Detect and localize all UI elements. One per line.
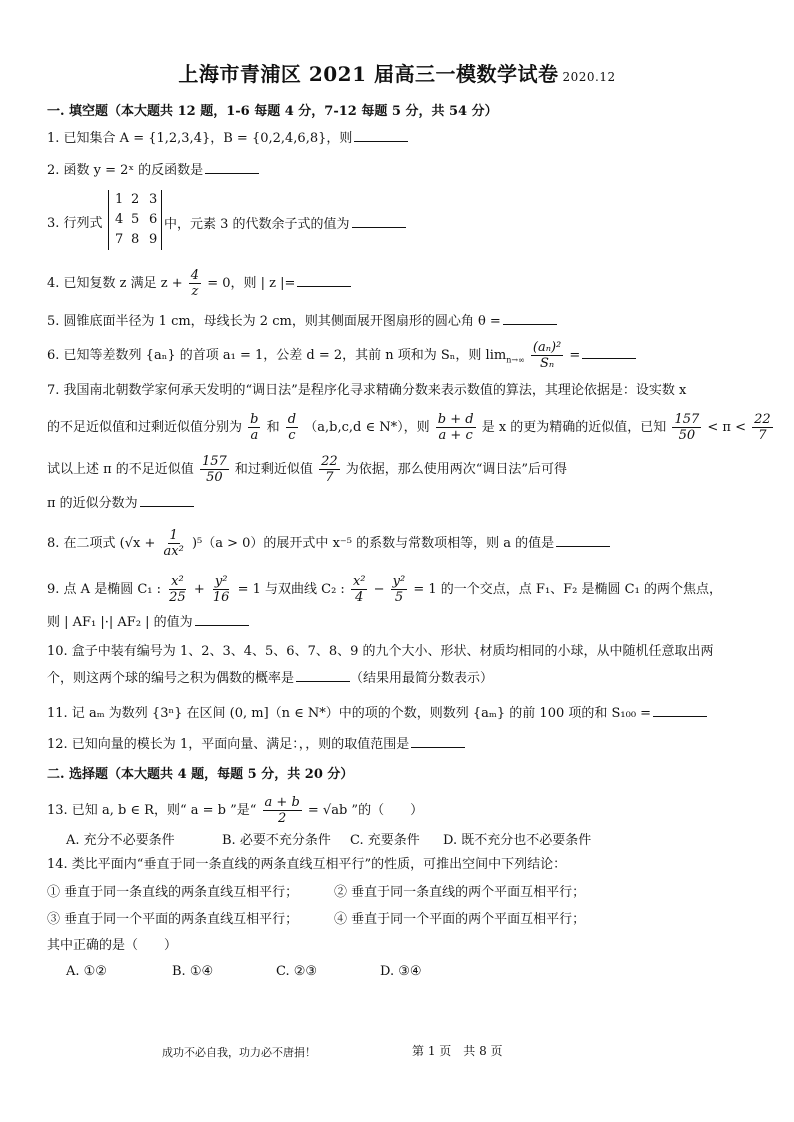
question-10-line2: [47, 670, 493, 687]
q9-text: −: [373, 582, 385, 597]
answer-blank: [582, 347, 636, 359]
question-11-text: 11. 记 aₘ 为数列 {3ⁿ} 在区间 (0, m]（n ∈ N*）中的项的个数，则数列 {aₘ} 的前 100 项的和 S₁₀₀ =: [47, 706, 652, 721]
frac-num: a + b: [264, 795, 300, 810]
answer-blank: [296, 670, 350, 682]
fraction: [391, 574, 408, 605]
fraction: [672, 412, 701, 443]
det-cell: 4: [115, 212, 124, 227]
frac-den: z: [191, 284, 199, 299]
det-cell: 8: [131, 232, 140, 247]
footer-motto: 成功不必自我，功力必不唐捐！: [162, 1046, 316, 1059]
question-7-line3: [47, 454, 567, 485]
page-number: 第 1 页 共 8 页: [412, 1044, 503, 1058]
frac-den: 2: [278, 811, 287, 826]
q7-text: 试以上述 π 的不足近似值: [47, 462, 194, 477]
frac-den: 7: [325, 470, 334, 485]
lim-subscript: n→∞: [506, 355, 525, 365]
q7-text: 的不足近似值和过剩近似值分别为: [47, 420, 243, 435]
frac-den: 16: [212, 590, 230, 605]
title-date: 2020.12: [562, 70, 616, 84]
frac-den: a: [250, 428, 259, 443]
fraction: [248, 412, 260, 443]
det-cell: 5: [131, 212, 140, 227]
frac-den: a + c: [438, 428, 473, 443]
q7-text: 和: [266, 420, 280, 435]
q9-text: = 1 与双曲线 C₂ :: [237, 582, 345, 597]
q7-text: π 的近似分数为: [47, 496, 138, 511]
question-6: [47, 340, 636, 371]
statement-3: ③ 垂直于同一个平面的两条直线互相平行；: [47, 912, 299, 927]
det-cell: 6: [149, 212, 158, 227]
frac-den: 5: [394, 590, 404, 605]
det-cell: 3: [149, 192, 158, 207]
statement-4: ④ 垂直于同一个平面的两个平面互相平行；: [334, 912, 586, 927]
answer-blank: [352, 216, 406, 228]
answer-blank: [503, 313, 557, 325]
q9-text: +: [193, 582, 205, 597]
question-3-tail: [164, 216, 406, 233]
frac-num: b + d: [437, 412, 474, 427]
option-d[interactable]: D. ③④: [380, 964, 422, 979]
fraction: [263, 795, 302, 826]
question-7-line2: [47, 412, 775, 443]
answer-blank: [653, 705, 707, 717]
question-4: [47, 268, 351, 299]
q10-text: （结果用最简分数表示）: [350, 671, 494, 686]
fraction: [162, 528, 186, 559]
question-4-suffix: = 0，则 | z |=: [207, 276, 296, 291]
frac-num: x²: [352, 574, 366, 589]
q7-text: 为依据，那么使用两次“调日法”后可得: [345, 462, 568, 477]
answer-blank: [205, 162, 259, 174]
question-13: [47, 795, 423, 826]
frac-den: 4: [355, 590, 364, 605]
frac-den: 7: [758, 428, 767, 443]
answer-blank: [354, 130, 408, 142]
answer-blank: [411, 736, 465, 748]
fraction: [286, 412, 298, 443]
question-13-suffix: = √ab ”的（ ）: [307, 803, 424, 818]
question-7-line1: 7. 我国南北朝数学家何承天发明的“调日法”是程序化寻求精确分数来表示数值的算法，其理论依据是：设实数 x: [47, 383, 687, 398]
question-12-text: 12. 已知向量的模长为 1，平面向量、满足：，，则的取值范围是: [47, 737, 410, 752]
question-6-suffix: =: [569, 348, 581, 363]
frac-num: 157: [201, 454, 227, 469]
fraction: [167, 574, 188, 605]
question-3: [47, 216, 103, 232]
question-8-prefix: 8. 在二项式 (√x +: [47, 536, 156, 551]
frac-den: 50: [678, 428, 696, 443]
question-3-prefix: 3. 行列式: [47, 216, 103, 231]
frac-num: d: [287, 412, 297, 427]
question-7-line4: [47, 495, 194, 512]
answer-blank: [556, 535, 610, 547]
question-14-stem: 14. 类比平面内“垂直于同一条直线的两条直线互相平行”的性质，可推出空间中下列结论：: [47, 857, 567, 872]
statement-1: ① 垂直于同一条直线的两条直线互相平行；: [47, 885, 299, 900]
question-5-text: 5. 圆锥底面半径为 1 cm，母线长为 2 cm，则其侧面展开图扇形的圆心角 θ =: [47, 314, 501, 329]
question-9-line2: [47, 614, 249, 631]
frac-num: (aₙ)²: [532, 340, 562, 355]
fraction: [189, 268, 201, 299]
fraction: [351, 574, 368, 605]
frac-den: ax²: [163, 544, 184, 559]
q7-text: 是 x 的更为精确的近似值，已知: [481, 420, 667, 435]
question-5: [47, 313, 557, 330]
answer-blank: [195, 614, 249, 626]
det-cell: 2: [131, 192, 140, 207]
answer-blank: [297, 275, 351, 287]
question-12: [47, 736, 465, 753]
det-cell: 1: [115, 192, 124, 207]
option-a[interactable]: A. 充分不必要条件: [66, 833, 175, 848]
question-3-suffix: 中，元素 3 的代数余子式的值为: [164, 217, 350, 232]
fraction: [436, 412, 476, 443]
frac-num: x²: [171, 574, 184, 589]
answer-blank: [140, 495, 194, 507]
frac-num: 1: [169, 528, 178, 543]
question-2: [47, 162, 259, 179]
question-8-suffix: )⁵（a > 0）的展开式中 x⁻⁵ 的系数与常数项相等，则 a 的值是: [191, 536, 555, 551]
det-cell: 9: [149, 232, 158, 247]
frac-num: y²: [392, 574, 406, 589]
fraction: [531, 340, 563, 371]
frac-num: 22: [754, 412, 771, 427]
q7-text: 和过剩近似值: [234, 462, 313, 477]
frac-den: 25: [169, 590, 186, 605]
question-2-text: 2. 函数 y = 2ˣ 的反函数是: [47, 163, 204, 178]
q7-text: < π <: [707, 420, 746, 435]
option-b[interactable]: B. 必要不充分条件: [222, 833, 331, 848]
q9-text: = 1 的一个交点，点 F₁、F₂ 是椭圆 C₁ 的两个焦点，: [413, 582, 722, 597]
question-11: [47, 705, 707, 722]
frac-den: 50: [206, 470, 223, 485]
q10-text: 个，则这两个球的编号之积为偶数的概率是: [47, 671, 295, 686]
frac-num: 157: [674, 412, 700, 427]
option-c[interactable]: C. ②③: [276, 964, 318, 979]
fraction: [211, 574, 232, 605]
option-a[interactable]: A. ①②: [66, 964, 107, 979]
section-fill-in-heading: 一. 填空题（本大题共 12 题，1-6 每题 4 分，7-12 每题 5 分，共 54 分）: [47, 104, 498, 119]
fraction: [200, 454, 229, 485]
det-cell: 7: [115, 232, 124, 247]
option-d[interactable]: D. 既不充分也不必要条件: [443, 833, 592, 848]
question-6-prefix: 6. 已知等差数列 {aₙ} 的首项 a₁ = 1，公差 d = 2，其前 n 项和为 Sₙ，则 lim: [47, 348, 507, 363]
section-choice-heading: 二. 选择题（本大题共 4 题，每题 5 分，共 20 分）: [47, 767, 354, 782]
question-10-line1: 10. 盒子中装有编号为 1、2、3、4、5、6、7、8、9 的九个大小、形状、材质均相同的小球，从中随机任意取出两: [47, 644, 714, 659]
q9-text: 9. 点 A 是椭圆 C₁ :: [47, 582, 161, 597]
question-1-text: 1. 已知集合 A = {1,2,3,4}，B = {0,2,4,6,8}，则: [47, 131, 353, 146]
question-4-prefix: 4. 已知复数 z 满足 z +: [47, 276, 183, 291]
question-13-prefix: 13. 已知 a, b ∈ R，则“ a = b ”是“: [47, 803, 257, 818]
page-title: [0, 58, 794, 87]
frac-den: c: [288, 428, 296, 443]
frac-num: y²: [214, 574, 228, 589]
determinant-3x3: [108, 190, 162, 250]
question-1: [47, 130, 408, 147]
frac-den: Sₙ: [539, 356, 555, 371]
question-9-line1: [47, 574, 722, 605]
option-b[interactable]: B. ①④: [172, 964, 214, 979]
option-c[interactable]: C. 充要条件: [350, 833, 420, 848]
question-8: [47, 528, 610, 559]
q7-text: （a,b,c,d ∈ N*），则: [304, 420, 430, 435]
q9-text: 则 | AF₁ |·| AF₂ | 的值为: [47, 615, 193, 630]
fraction: [319, 454, 340, 485]
fraction: [752, 412, 773, 443]
title-text: 上海市青浦区 2021 届高三一模数学试卷: [178, 62, 559, 86]
frac-num: b: [250, 412, 259, 427]
question-14-ask: 其中正确的是（ ）: [47, 938, 178, 953]
frac-num: 4: [190, 268, 200, 283]
frac-num: 22: [321, 454, 338, 469]
statement-2: ② 垂直于同一条直线的两个平面互相平行；: [334, 885, 586, 900]
